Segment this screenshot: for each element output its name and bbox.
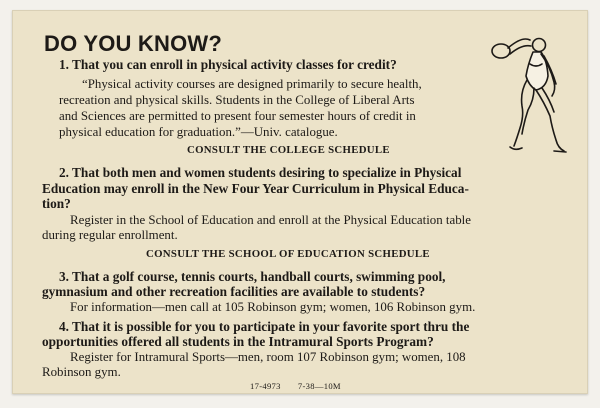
q1-quote-line-3: and Sciences are permitted to present four semester hours of credit in bbox=[59, 109, 416, 123]
q2-body-line-2: during regular enrollment. bbox=[42, 228, 178, 242]
question-2-line-1: 2. That both men and women students desiring to specialize in Physical bbox=[59, 165, 462, 180]
q2-body-line-1: Register in the School of Education and enroll at the Physical Education table bbox=[70, 213, 471, 227]
discus-thrower-icon bbox=[484, 30, 570, 158]
question-2-line-2: Education may enroll in the New Four Year Curriculum in Physical Educa- bbox=[42, 181, 469, 196]
question-1: 1. That you can enroll in physical activity classes for credit? bbox=[59, 57, 397, 72]
question-2-line-3: tion? bbox=[42, 196, 71, 211]
q3-body: For information—men call at 105 Robinson gym; women, 106 Robinson gym. bbox=[70, 300, 476, 314]
postcard bbox=[12, 10, 588, 394]
q1-quote-line-4: physical education for graduation.”—Univ. catalogue. bbox=[59, 125, 338, 139]
section-heading-college: CONSULT THE COLLEGE SCHEDULE bbox=[187, 144, 390, 156]
question-3-line-1: 3. That a golf course, tennis courts, handball courts, swimming pool, bbox=[59, 269, 446, 284]
q1-quote-line-2: recreation and physical skills. Students in the College of Liberal Arts bbox=[59, 93, 415, 107]
section-heading-education: CONSULT THE SCHOOL OF EDUCATION SCHEDULE bbox=[146, 248, 430, 260]
q4-body-line-1: Register for Intramural Sports—men, room 107 Robinson gym; women, 108 bbox=[70, 350, 466, 364]
card-title: DO YOU KNOW? bbox=[44, 31, 222, 56]
q4-body-line-2: Robinson gym. bbox=[42, 365, 121, 379]
question-3-line-2: gymnasium and other recreation facilities are available to students? bbox=[42, 284, 426, 299]
question-4-line-2: opportunities offered all students in the Intramural Sports Program? bbox=[42, 334, 434, 349]
print-code-footer: 17-4973 7-38—10M bbox=[250, 381, 341, 391]
q1-quote-line-1: “Physical activity courses are designed primarily to secure health, bbox=[82, 77, 422, 91]
question-4-line-1: 4. That it is possible for you to participate in your favorite sport thru the bbox=[59, 319, 470, 334]
